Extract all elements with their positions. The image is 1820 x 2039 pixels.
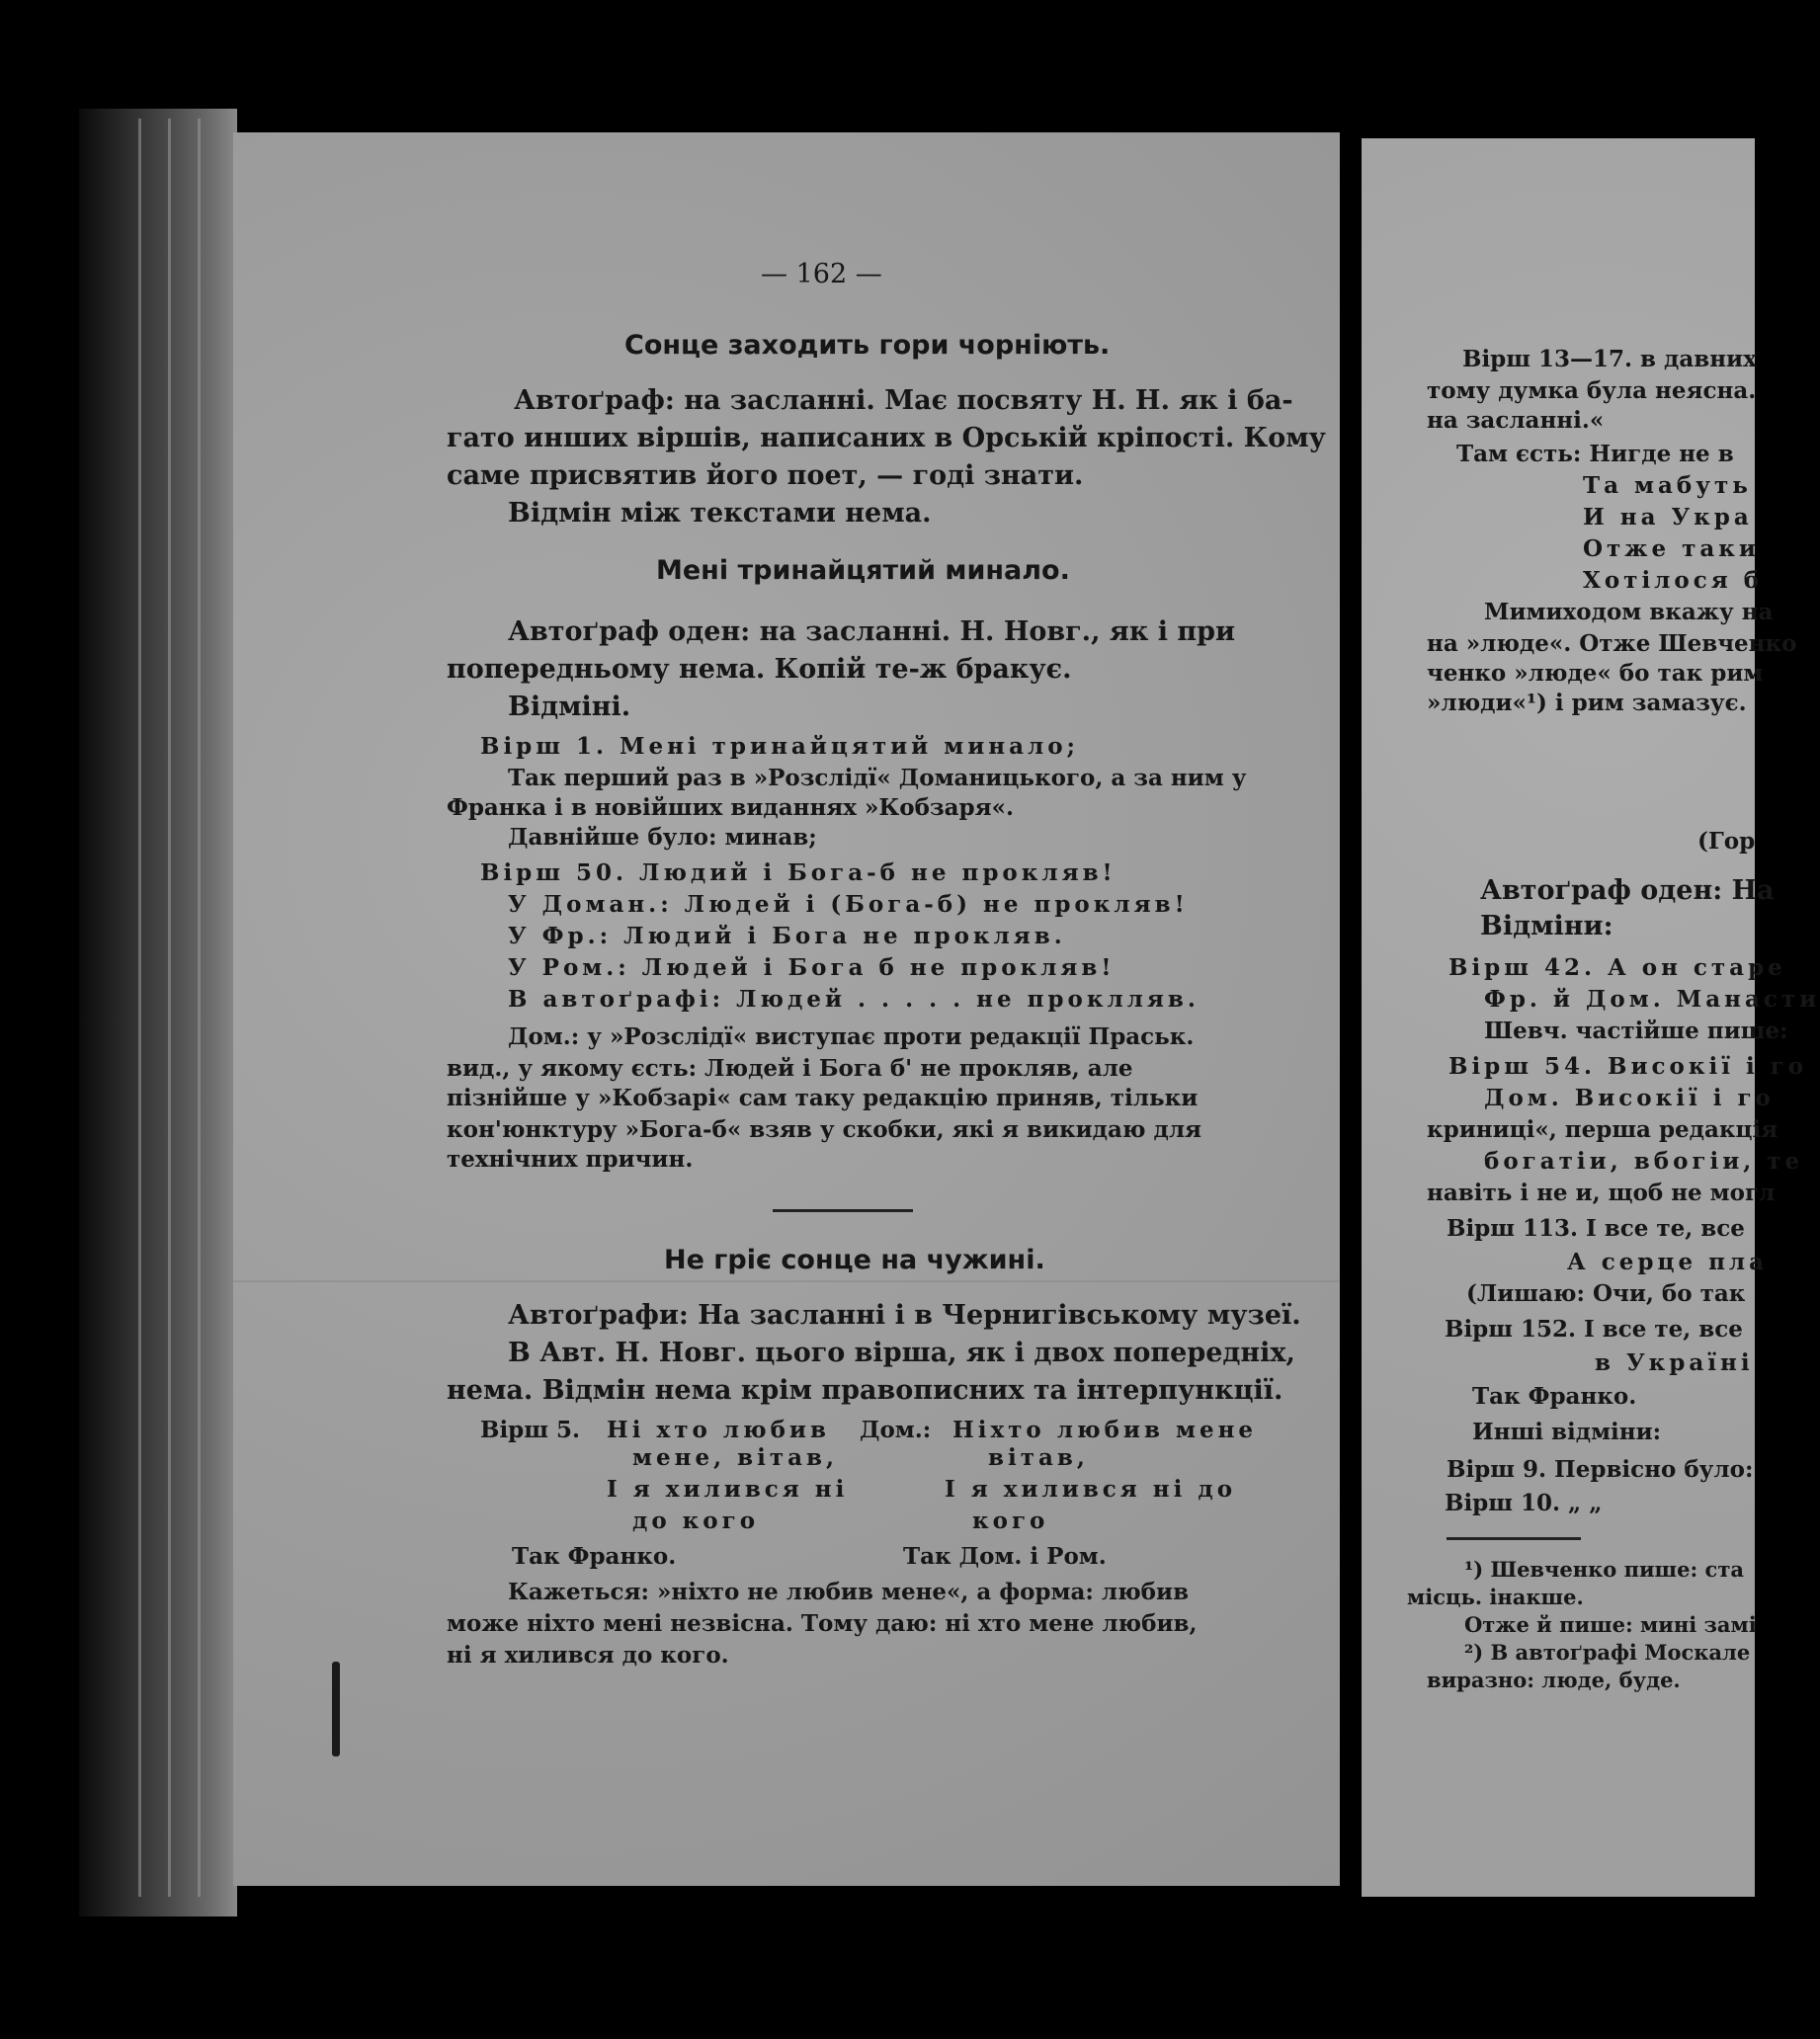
section-title: Сонце заходить гори чорніють.	[624, 330, 1111, 361]
footnote-divider	[1447, 1537, 1581, 1540]
note-line: У Ром.: Людей і Бога б не прокляв!	[508, 954, 1116, 981]
text-line: Вірш 10. „ „	[1445, 1490, 1603, 1516]
text-line: Автоґраф оден: На	[1480, 875, 1775, 906]
note-line: В автоґрафі: Людей . . . . . не проклляв.	[508, 986, 1200, 1013]
verse-label: Вірш 5.	[480, 1417, 580, 1443]
text-line: попередньому нема. Копій те-ж бракує.	[447, 654, 1072, 685]
footnote-line: ²) В автоґрафі Москале	[1464, 1640, 1751, 1665]
text-line: в Україні	[1595, 1349, 1754, 1376]
footnote-line: ¹) Шевченко пише: ста	[1464, 1557, 1744, 1582]
verse-cell: мене, вітав,	[632, 1444, 838, 1471]
text-line: Отже таки	[1583, 535, 1760, 562]
text-line: Инші відміни:	[1472, 1419, 1662, 1445]
footnote-line: місць. інакше.	[1407, 1585, 1584, 1609]
note-line: кон'юнктуру »Бога-б« взяв у скобки, які я викидаю для	[447, 1116, 1202, 1143]
note-line: Дом.: у »Розслідї« виступає проти редакції Праськ.	[508, 1023, 1195, 1050]
verse-cell: Ні хто любив	[607, 1417, 830, 1443]
verse-cell: вітав,	[988, 1444, 1089, 1471]
verse-cell: до кого	[632, 1508, 760, 1534]
text-line: Вірш 9. Первісно було:	[1447, 1456, 1754, 1483]
text-line: ні я хилився до кого.	[447, 1642, 729, 1669]
text-line: Та мабуть	[1583, 472, 1752, 499]
text-line: Вірш 42. А он старе	[1448, 954, 1786, 981]
note-line: Давнійше було: минав;	[508, 824, 817, 851]
text-line: Так Франко.	[1472, 1383, 1637, 1410]
verse-cell: Ніхто любив мене	[952, 1417, 1258, 1443]
verse-foot: Так Дом. і Ром.	[903, 1543, 1107, 1570]
text-line: Вірш 54. Високії і го	[1448, 1053, 1808, 1080]
ink-mark	[332, 1662, 340, 1756]
text-line: гато инших віршів, написаних в Орській кріпості. Кому	[447, 423, 1326, 453]
text-line: Вірш 152. І все те, все	[1445, 1316, 1743, 1343]
right-page-text	[1362, 138, 1820, 1897]
text-line: А серце пла	[1567, 1249, 1769, 1275]
page-edge-line	[198, 119, 201, 1897]
text-line: богатіи, вбогіи, те	[1484, 1148, 1804, 1175]
text-line: Автоґраф: на засланні. Має посвяту Н. Н. як і ба-	[514, 385, 1293, 416]
verse-foot: Так Франко.	[512, 1543, 677, 1570]
text-line: Кажеться: »ніхто не любив мене«, а форма: любив	[508, 1579, 1190, 1605]
text-line: Вірш 13—17. в давних	[1462, 346, 1757, 372]
verse-cell: кого	[972, 1508, 1049, 1534]
section-divider	[773, 1209, 913, 1212]
note-line: технічних причин.	[447, 1146, 694, 1173]
text-line: може ніхто мені незвісна. Тому даю: ні хто мене любив,	[447, 1610, 1198, 1637]
text-line: »люди«¹) і рим замазує.	[1427, 690, 1747, 716]
text-line: нема. Відмін нема крім правописних та інтерпункції.	[447, 1375, 1283, 1406]
text-line: (Лишаю: Очи, бо так	[1466, 1280, 1746, 1307]
section-title: Мені тринайцятий минало.	[656, 555, 1070, 586]
text-line: Автоґрафи: На засланні і в Чернигівському музеї.	[508, 1300, 1301, 1331]
note-line: Вірш 50. Людий і Бога-б не прокляв!	[480, 859, 1117, 886]
text-line: ченко »люде« бо так рим	[1427, 660, 1764, 687]
section-title: Не гріє сонце на чужині.	[664, 1245, 1045, 1275]
footnote-line: виразно: люде, буде.	[1427, 1668, 1681, 1692]
text-line: Мимиходом вкажу на	[1484, 599, 1774, 625]
text-line: саме присвятив його поет, — годі знати.	[447, 460, 1084, 491]
note-line: вид., у якому єсть: Людей і Бога б' не прокляв, але	[447, 1055, 1133, 1082]
text-line: (Гор	[1697, 828, 1756, 855]
text-line: на »люде«. Отже Шевченко	[1427, 630, 1797, 657]
text-line: криниці«, перша редакція	[1427, 1116, 1779, 1143]
page-crease	[233, 1280, 1340, 1282]
verse-cell: І я хилився ні до	[945, 1476, 1237, 1503]
note-line: Вірш 1. Мені тринайцятий минало;	[480, 733, 1080, 760]
text-line: И на Укра	[1583, 504, 1753, 530]
text-line: Шевч. частійше пише:	[1484, 1018, 1788, 1044]
text-line: навіть і не и, щоб не могл	[1427, 1180, 1776, 1206]
text-line: Відміні.	[508, 692, 631, 722]
text-line: Відміни:	[1480, 911, 1613, 941]
note-line: У Фр.: Людий і Бога не прокляв.	[508, 923, 1066, 949]
book-spine-edge	[79, 109, 237, 1917]
text-line: Там єсть: Нигде не в	[1456, 441, 1734, 467]
page-number: — 162 —	[761, 259, 882, 289]
text-line: Відмін між текстами нема.	[508, 498, 932, 529]
verse-label: Дом.:	[860, 1417, 932, 1443]
text-line: тому думка була неясна.	[1427, 377, 1757, 404]
text-line: Вірш 113. І все те, все	[1447, 1215, 1745, 1242]
page-edge-line	[138, 119, 141, 1897]
note-line: У Доман.: Людей і (Бога-б) не прокляв!	[508, 891, 1189, 918]
text-line: на засланні.«	[1427, 407, 1605, 434]
note-line: Франка і в новійших виданнях »Кобзаря«.	[447, 794, 1015, 821]
text-line: Фр. й Дом. Манасти	[1484, 986, 1820, 1013]
text-line: Дом. Високії і го	[1484, 1085, 1775, 1111]
text-line: В Авт. Н. Новг. цього вірша, як і двох попередніх,	[508, 1338, 1295, 1368]
verse-cell: І я хилився ні	[607, 1476, 849, 1503]
text-line: Хотілося б	[1583, 567, 1764, 594]
text-line: Автоґраф оден: на засланні. Н. Новг., як і при	[508, 616, 1236, 647]
footnote-line: Отже й пише: мині замі	[1464, 1612, 1757, 1637]
note-line: пізнійше у »Кобзарі« сам таку редакцію приняв, тільки	[447, 1085, 1199, 1111]
note-line: Так перший раз в »Розслідї« Доманицького, а за ним у	[508, 765, 1247, 791]
page-edge-line	[168, 119, 171, 1897]
